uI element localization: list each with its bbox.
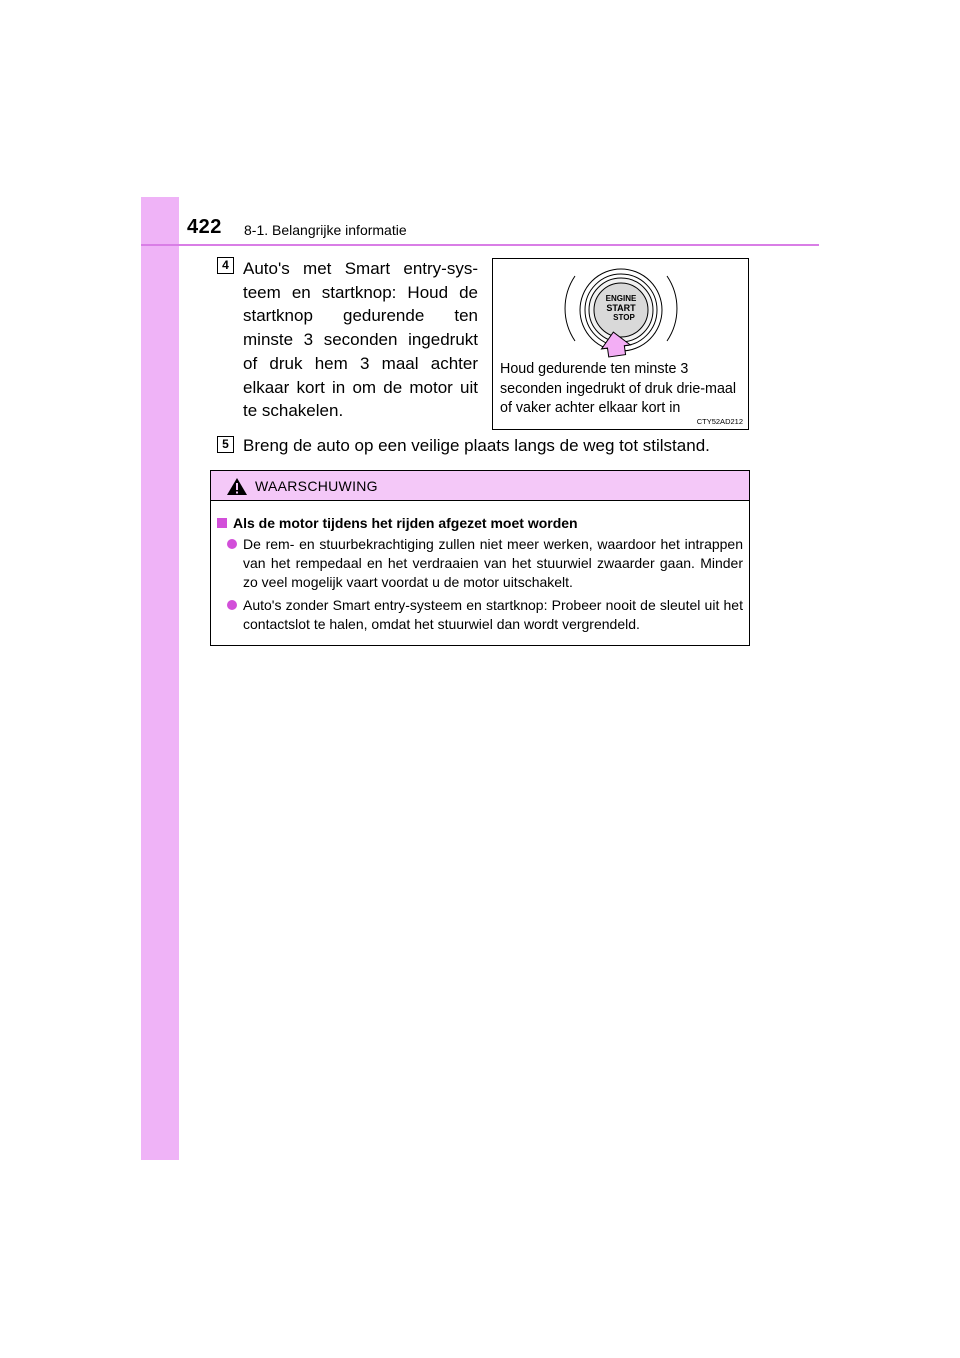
warning-triangle-icon [226,477,248,496]
figure-code: CTY52AD212 [696,417,743,426]
warning-title: WAARSCHUWING [255,478,378,494]
warning-item [217,535,743,592]
square-bullet-icon [217,518,227,528]
button-label-start: START [606,303,636,313]
side-tab-band [141,197,179,1160]
button-label-engine: ENGINE [605,294,637,303]
step-number-5: 5 [217,436,234,453]
page-number: 422 [187,216,222,238]
section-title: 8-1. Belangrijke informatie [244,222,407,238]
warning-item-text: De rem- en stuurbekrachtiging zullen niet meer werken, waardoor het intrappen van het rempedaal en het verdraaien van het stuurwiel zwaarder gaan. Minder zo veel mogelijk vaart voordat u de motor uitschakelt. [243,536,743,590]
warning-header [211,471,749,501]
warning-item [217,596,743,634]
warning-subheading [217,515,743,531]
warning-item-text: Auto's zonder Smart entry-systeem en startknop: Probeer nooit de sleutel uit het contactslot te halen, omdat het stuurwiel dan wordt vergrendeld. [243,597,743,632]
engine-button-illustration [492,258,749,430]
step-4-text: Auto's met Smart entry-sys-teem en startknop: Houd de startknop gedurende ten minste 3 seconden ingedrukt of druk hem 3 maal achter elkaar kort in om de motor uit te schakelen. [243,259,478,421]
button-label-stop: STOP [613,313,635,322]
step-number-4: 4 [217,257,234,274]
figure-caption: Houd gedurende ten minste 3 seconden ingedrukt of druk drie-maal of vaker achter elkaar kort in [500,361,737,416]
warning-subheading-text: Als de motor tijdens het rijden afgezet moet worden [233,515,578,531]
round-bullet-icon [227,600,237,610]
step-5-text: Breng de auto op een veilige plaats langs de weg tot stilstand. [243,436,710,455]
header-rule [141,244,819,246]
warning-box [210,470,750,646]
round-bullet-icon [227,539,237,549]
